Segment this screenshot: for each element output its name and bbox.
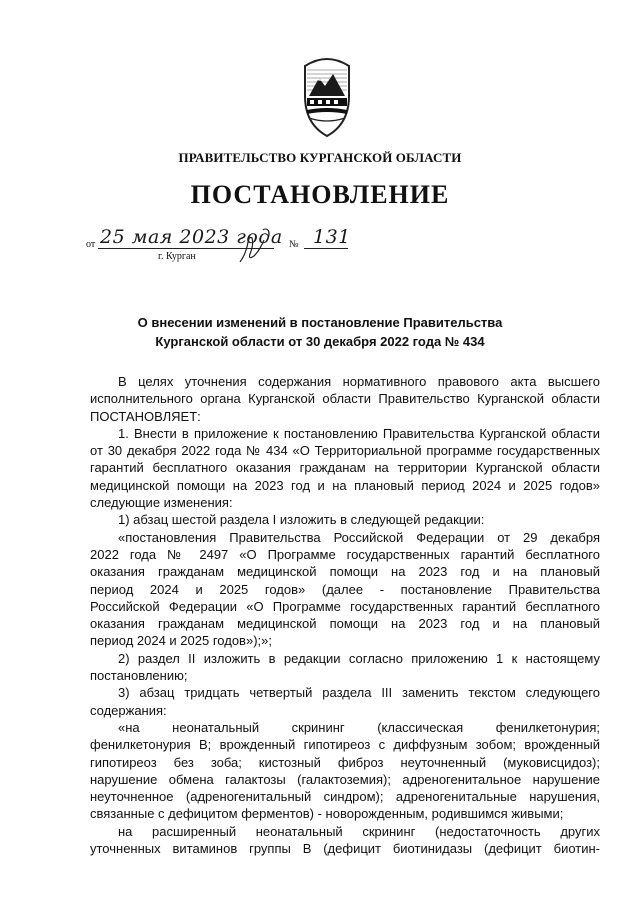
body-line: 2022 года № 2497 «О Программе государственных гарантий бесплатного bbox=[90, 546, 600, 562]
kurgan-coat-of-arms-emblem bbox=[297, 52, 357, 138]
body-line: «постановления Правительства Российской Федерации от 29 декабря bbox=[118, 529, 600, 545]
body-line: период 2024 и 2025 годов»);»; bbox=[90, 633, 272, 649]
body-line: оказания гражданам медицинской помощи на 2023 год и на плановый bbox=[90, 616, 600, 632]
body-line: 1) абзац шестой раздела I изложить в следующей редакции: bbox=[118, 512, 485, 528]
body-line: гарантий бесплатного оказания гражданам на территории Курганской области bbox=[90, 460, 600, 476]
body-line: медицинской помощи на 2023 год и на плановый период 2024 и 2025 годов» bbox=[90, 477, 600, 493]
city: г. Курган bbox=[158, 251, 196, 262]
subject-line: Курганской области от 30 декабря 2022 года № 434 bbox=[155, 334, 485, 349]
body-line: уточненных витаминов группы B (дефицит биотинидазы (дефицит биотин- bbox=[90, 841, 600, 857]
number-label: № bbox=[289, 239, 299, 250]
dateline bbox=[86, 226, 366, 266]
body-line: связанные с дефицитом ферментов) - новорожденным, родившимся живыми; bbox=[90, 806, 564, 822]
body-line: В целях уточнения содержания нормативного правового акта высшего bbox=[118, 374, 600, 389]
body-line: от 30 декабря 2022 года № 434 «О Территориальной программе государственных bbox=[90, 443, 600, 459]
body-line: неуточненное (адреногенитальный синдром); адреногенитальные нарушения, bbox=[90, 789, 600, 805]
body-line: нарушение обмена галактозы (галактоземия); адреногенитальное нарушение bbox=[90, 771, 600, 787]
handwritten-number: 131 bbox=[313, 226, 351, 248]
number-underline bbox=[304, 248, 348, 249]
body-line: исполнительного органа Курганской области Правительство Курганской области bbox=[90, 391, 600, 407]
handwritten-date: 25 мая 2023 года bbox=[100, 226, 283, 248]
body-line: постановлению; bbox=[90, 668, 188, 684]
body-line: период 2024 и 2025 годов» (далее - постановление Правительства bbox=[90, 581, 600, 597]
body-line: на расширенный неонатальный скрининг (недостаточность других bbox=[118, 823, 600, 839]
body-line: 3) абзац тридцать четвертый раздела III заменить текстом следующего bbox=[118, 685, 600, 701]
body-line: гипотиреоз без зоба; кистозный фиброз неуточненный (муковисцидоз); bbox=[90, 754, 600, 770]
body-line: фенилкетонурия B; врожденный гипотиреоз с диффузным зобом; врожденный bbox=[90, 737, 600, 753]
body-line: ПОСТАНОВЛЯЕТ: bbox=[90, 408, 201, 424]
body-line: содержания: bbox=[90, 702, 167, 718]
body-line: 1. Внести в приложение к постановлению Правительства Курганской области bbox=[118, 425, 600, 441]
decree-title: ПОСТАНОВЛЕНИЕ bbox=[190, 180, 450, 209]
handwritten-stroke-mark bbox=[234, 232, 274, 266]
body-line: следующие изменения: bbox=[90, 495, 233, 511]
body-line: оказания гражданам медицинской помощи на 2023 год и на плановый bbox=[90, 564, 600, 580]
decree-subject bbox=[60, 313, 580, 351]
body-line: 2) раздел II изложить в редакции согласно приложению 1 к настоящему bbox=[118, 650, 600, 666]
government-name: ПРАВИТЕЛЬСТВО КУРГАНСКОЙ ОБЛАСТИ bbox=[178, 150, 462, 165]
subject-line: О внесении изменений в постановление Правительства bbox=[137, 315, 503, 330]
body-line: «на неонатальный скрининг (классическая фенилкетонурия; bbox=[118, 719, 600, 735]
date-from-label: от bbox=[86, 239, 96, 250]
decree-body bbox=[90, 373, 600, 857]
body-line: Российской Федерации «О Программе государственных гарантий бесплатного bbox=[90, 598, 600, 614]
